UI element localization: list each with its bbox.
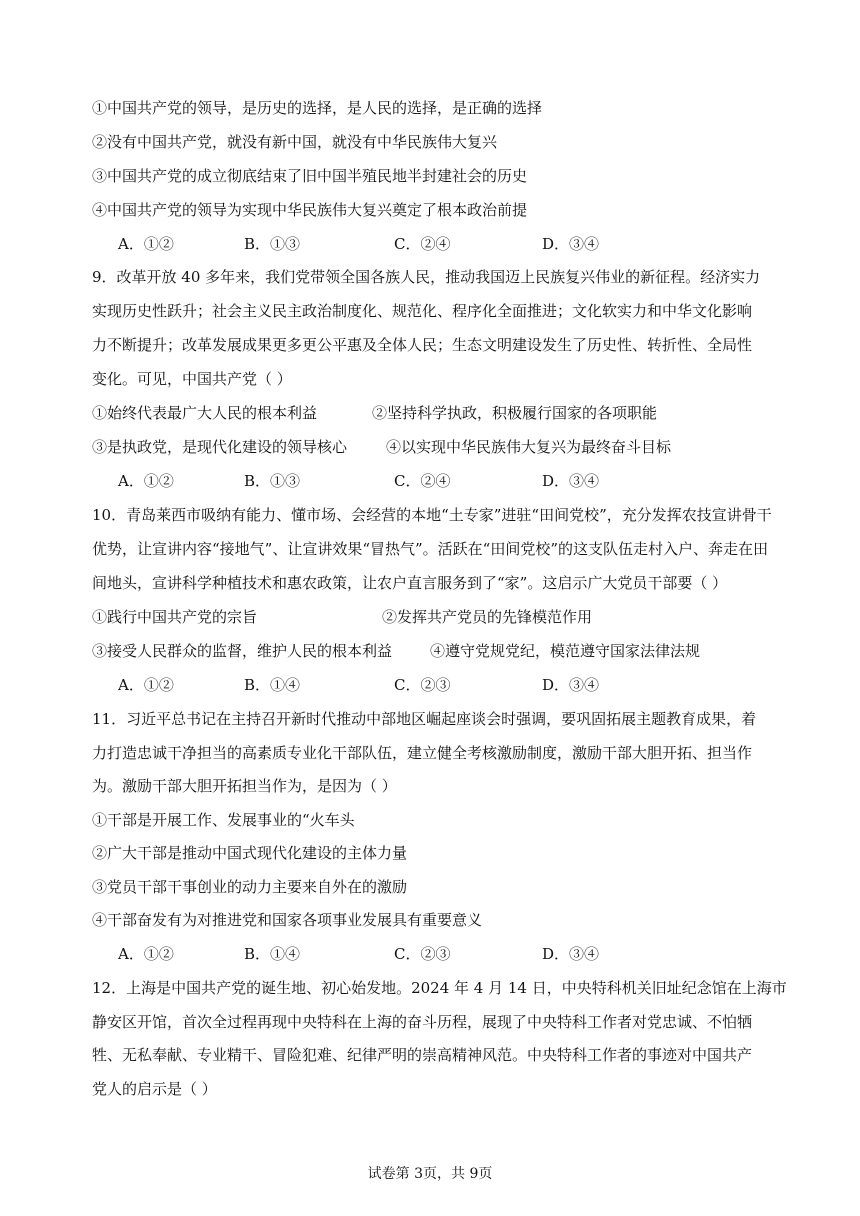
question-text-line: 力打造忠诚干净担当的高素质专业化干部队伍，建立健全考核激励制度，激励干部大胆开拓、担当作 <box>92 744 753 762</box>
question-text-line: 11．习近平总书记在主持召开新时代推动中部地区崛起座谈会时强调，要巩固拓展主题教育成果，着 <box>92 710 757 728</box>
statement-2: ②没有中国共产党，就没有新中国，就没有中华民族伟大复兴 <box>92 133 498 151</box>
answer-options <box>118 675 758 695</box>
statement-3: ③接受人民群众的监督，维护人民的根本利益 <box>92 642 393 660</box>
option-a: A．①② <box>118 676 174 694</box>
option-d: D．③④ <box>542 945 600 963</box>
option-a: A．①② <box>118 235 174 253</box>
statement-4: ④中国共产党的领导为实现中华民族伟大复兴奠定了根本政治前提 <box>92 201 528 219</box>
statement-2: ②坚持科学执政，积极履行国家的各项职能 <box>372 404 658 422</box>
option-b: B．①④ <box>244 676 301 694</box>
question-text-line: 党人的启示是（ ） <box>92 1080 217 1098</box>
statement-4: ④干部奋发有为对推进党和国家各项事业发展具有重要意义 <box>92 911 483 929</box>
option-a: A．①② <box>118 472 174 490</box>
answer-options <box>118 471 758 491</box>
question-text-line: 静安区开馆，首次全过程再现中央特科在上海的奋斗历程，展现了中央特科工作者对党忠诚、不怕牺 <box>92 1013 753 1031</box>
statement-4: ④遵守党规党纪，模范遵守国家法律法规 <box>430 642 701 660</box>
page-footer: 试卷第 3页，共 9页 <box>367 1166 493 1182</box>
option-d: D．③④ <box>542 235 600 253</box>
statement-row <box>92 641 772 661</box>
option-c: C．②④ <box>394 235 451 253</box>
question-text-line: 为。激励干部大胆开拓担当作为，是因为（ ） <box>92 777 397 795</box>
question-text-line: 力不断提升；改革发展成果更多更公平惠及全体人民；生态文明建设发生了历史性、转折性、全局性 <box>92 336 753 354</box>
option-c: C．②③ <box>394 676 451 694</box>
statement-2: ②广大干部是推动中国式现代化建设的主体力量 <box>92 844 408 862</box>
question-text-line: 实现历史性跃升；社会主义民主政治制度化、规范化、程序化全面推进；文化软实力和中华文化影响 <box>92 302 753 320</box>
option-b: B．①④ <box>244 945 301 963</box>
answer-options <box>118 234 758 254</box>
option-d: D．③④ <box>542 472 600 490</box>
statement-1: ①中国共产党的领导，是历史的选择，是人民的选择，是正确的选择 <box>92 99 543 117</box>
statement-1: ①践行中国共产党的宗旨 <box>92 608 258 626</box>
statement-4: ④以实现中华民族伟大复兴为最终奋斗目标 <box>386 438 672 456</box>
question-text-line: 优势，让宣讲内容“接地气”、让宣讲效果“冒热气”。活跃在“田间党校”的这支队伍走村入户、奔走在田 <box>92 540 769 558</box>
statement-1: ①干部是开展工作、发展事业的“火车头 <box>92 811 355 829</box>
statement-row <box>92 437 772 457</box>
question-text-line: 10．青岛莱西市吸纳有能力、懂市场、会经营的本地“土专家”进驻“田间党校”，充分发挥农技宣讲骨干 <box>92 506 772 524</box>
statement-row <box>92 403 772 423</box>
question-text-line: 9．改革开放 40 多年来，我们党带领全国各族人民，推动我国迈上民族复兴伟业的新征程。经济实力 <box>92 268 761 286</box>
statement-1: ①始终代表最广大人民的根本利益 <box>92 404 318 422</box>
question-text-line: 牲、无私奉献、专业精干、冒险犯难、纪律严明的崇高精神风范。中央特科工作者的事迹对中国共产 <box>92 1046 753 1064</box>
option-b: B．①③ <box>244 472 301 490</box>
option-c: C．②④ <box>394 472 451 490</box>
option-c: C．②③ <box>394 945 451 963</box>
statement-2: ②发挥共产党员的先锋模范作用 <box>382 608 593 626</box>
statement-3: ③党员干部干事创业的动力主要来自外在的激励 <box>92 878 408 896</box>
statement-row <box>92 607 772 627</box>
answer-options <box>118 944 758 964</box>
option-d: D．③④ <box>542 676 600 694</box>
option-b: B．①③ <box>244 235 301 253</box>
option-a: A．①② <box>118 945 174 963</box>
statement-3: ③中国共产党的成立彻底结束了旧中国半殖民地半封建社会的历史 <box>92 167 528 185</box>
question-text-line: 间地头，宣讲科学种植技术和惠农政策，让农户直言服务到了“家”。这启示广大党员干部要（ ） <box>92 574 728 592</box>
question-text-line: 变化。可见，中国共产党（ ） <box>92 370 292 388</box>
question-text-line: 12．上海是中国共产党的诞生地、初心始发地。2024 年 4 月 14 日，中央特科机关旧址纪念馆在上海市 <box>92 979 787 997</box>
statement-3: ③是执政党，是现代化建设的领导核心 <box>92 438 348 456</box>
